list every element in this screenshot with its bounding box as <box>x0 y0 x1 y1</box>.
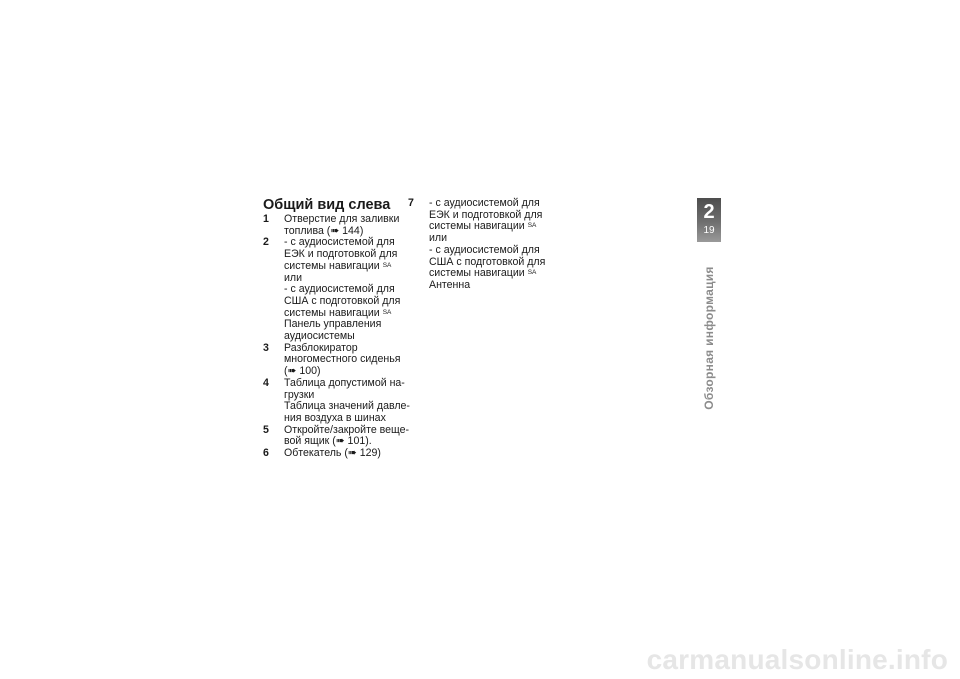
legend-text: - с аудиосистемой для <box>429 197 540 209</box>
legend-text: вой ящик (➠ 101). <box>284 435 372 448</box>
legend-item-6 <box>263 448 395 460</box>
legend-text: системы навигации $^{SA}$ <box>284 306 392 319</box>
chapter-tab <box>697 198 721 242</box>
chapter-number: 2 <box>703 201 715 223</box>
legend-item-3 <box>263 341 401 378</box>
legend-text: Антенна <box>429 278 471 291</box>
watermark: carmanualsonline.info <box>646 644 948 675</box>
legend-text: системы навигации $^{SA}$ <box>284 259 392 272</box>
legend-text: ния воздуха в шинах <box>284 411 386 424</box>
legend-text: Таблица значений давле- <box>284 400 410 413</box>
legend-item-4 <box>263 376 410 425</box>
legend-list-right <box>408 197 546 292</box>
legend-text: топлива (➠ 144) <box>284 224 364 237</box>
legend-text: или <box>429 232 448 245</box>
legend-item-2 <box>263 236 401 343</box>
legend-text: Откройте/закройте веще- <box>284 423 410 436</box>
legend-text: Разблокиратор <box>284 341 358 354</box>
legend-text: многоместного сиденья <box>284 353 401 366</box>
legend-text: ЕЭК и подготовкой для <box>284 248 398 261</box>
legend-text: Обтекатель (➠ 129) <box>284 447 381 460</box>
legend-text: Таблица допустимой на- <box>284 376 405 389</box>
legend-text: ЕЭК и подготовкой для <box>429 208 543 221</box>
page-number: 19 <box>703 225 715 236</box>
legend-text: - с аудиосистемой для <box>284 283 395 296</box>
legend-text: - с аудиосистемой для <box>429 243 540 256</box>
legend-number: 5 <box>263 423 269 436</box>
legend-number: 3 <box>263 341 269 354</box>
legend-text: Отверстие для заливки <box>284 213 400 225</box>
legend-text: США с подготовкой для <box>429 255 546 268</box>
legend-text: - с аудиосистемой для <box>284 236 395 249</box>
legend-item-5 <box>263 423 410 448</box>
legend-number: 4 <box>263 376 269 389</box>
legend-text: грузки <box>284 388 315 401</box>
legend-number: 7 <box>408 197 414 209</box>
legend-text: или <box>284 271 303 284</box>
legend-text: системы навигации $^{SA}$ <box>429 220 537 233</box>
legend-text: аудиосистемы <box>284 330 355 343</box>
side-title-wrap <box>698 262 720 414</box>
legend-item-1 <box>263 213 400 237</box>
legend-text: США с подготовкой для <box>284 294 401 307</box>
legend-number: 1 <box>263 213 269 225</box>
legend-item-7 <box>408 197 546 292</box>
legend-text: (➠ 100) <box>284 365 321 378</box>
legend-number: 2 <box>263 236 269 249</box>
legend-list-left <box>263 213 410 460</box>
legend-number: 6 <box>263 447 269 460</box>
side-section-title: Обзорная информация <box>702 266 716 410</box>
legend-text: системы навигации $^{SA}$ <box>429 267 537 280</box>
legend-text: Панель управления <box>284 318 382 331</box>
page-title: Общий вид слева <box>263 197 391 213</box>
